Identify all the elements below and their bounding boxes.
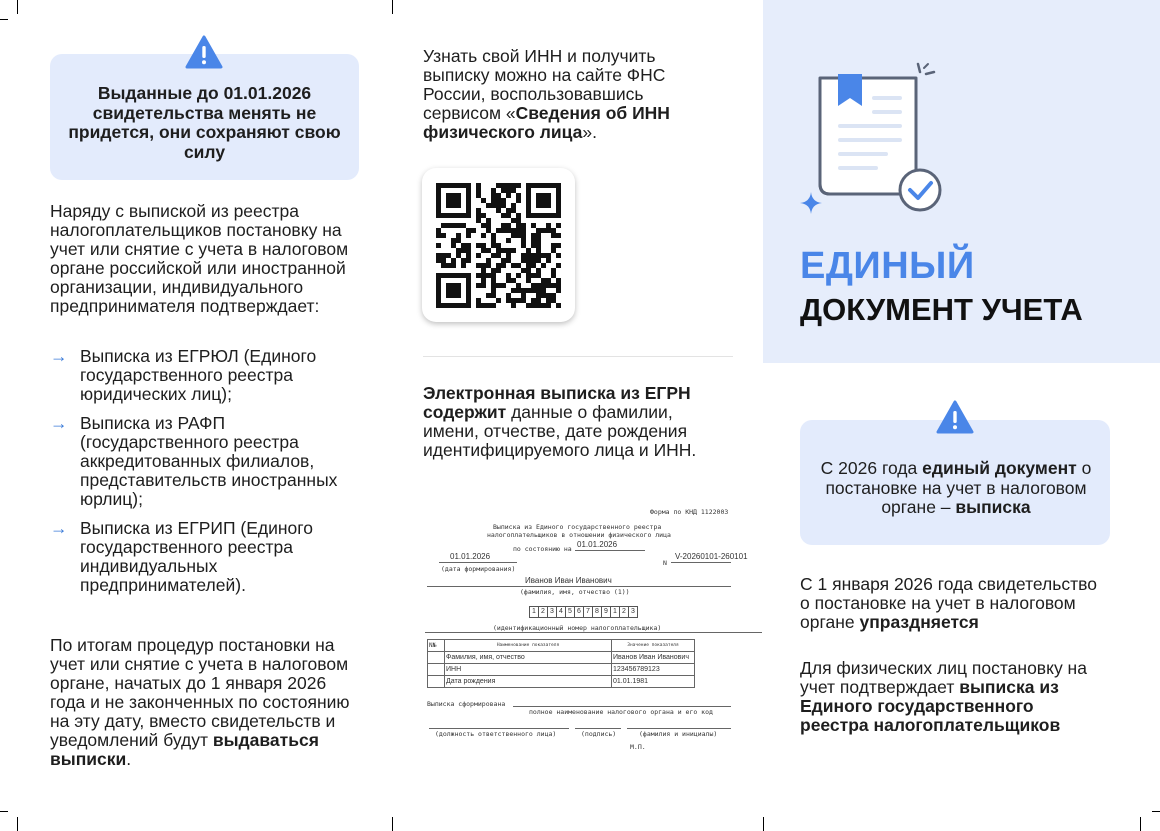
extract-table	[427, 639, 695, 688]
list-item-text: Выписка из ЕГРЮЛ (Единого государственного реестра юридических лиц);	[80, 346, 317, 404]
formed-date: 01.01.2026	[450, 552, 491, 561]
table-cell: Иванов Иван Иванович	[612, 652, 695, 664]
result-bold: выдаваться выписки	[50, 730, 319, 769]
table-header: N№	[428, 640, 445, 652]
crop-mark	[0, 19, 8, 20]
inn-digit-box: 9	[601, 606, 611, 618]
stamp-label: М.П.	[630, 743, 646, 751]
title-line-1: ЕДИНЫЙ	[800, 245, 975, 287]
inn-digit-box: 5	[565, 606, 575, 618]
extract-sample	[425, 503, 762, 753]
formed-caption: (дата формирования)	[441, 565, 516, 573]
warning-icon	[936, 400, 974, 434]
inn-service-link[interactable]: Сведения об ИНН физического лица	[423, 103, 670, 142]
inn-paragraph	[423, 47, 723, 142]
inn-digit-box: 1	[529, 606, 539, 618]
result-end: .	[126, 749, 132, 769]
table-header: Наименование показателя	[445, 640, 612, 652]
sparkle-icon	[800, 192, 822, 214]
table-cell: ИНН	[445, 664, 612, 676]
abolition-paragraph: С 1 января 2026 года свидетельство о постановке на учет в налоговом органе упраздняется	[800, 574, 1097, 632]
inn-text: Узнать свой ИНН и получить выписку можно на сайте ФНС России, воспользовавшись сервисом «	[423, 46, 666, 123]
number-label: N	[663, 559, 667, 567]
inn-boxes	[529, 606, 637, 618]
callout-text: Выданные до 01.01.2026 свидетельства менять не придется, они сохраняют свою силу	[68, 83, 341, 162]
inn-digit-box: 7	[583, 606, 593, 618]
egrn-bold: Электронная выписка из ЕГРН содержит	[423, 383, 691, 422]
inn-digit-box: 2	[619, 606, 629, 618]
warning-icon	[185, 35, 223, 69]
egrn-paragraph	[423, 384, 728, 460]
formed-by-label: Выписка сформирована	[427, 700, 506, 708]
table-cell: Фамилия, имя, отчество	[445, 652, 612, 664]
crop-mark	[763, 817, 764, 831]
table-header: Значение показателя	[612, 640, 695, 652]
form-code: Форма по КНД 1122003	[650, 508, 729, 516]
org-caption: полное наименование налогового органа и его код	[529, 708, 713, 716]
list-item	[50, 519, 350, 595]
result-paragraph	[50, 636, 352, 769]
extract-number: V-20260101-260101	[675, 552, 748, 561]
as-of-date: 01.01.2026	[577, 540, 618, 549]
sign-caption: (фамилия и инициалы)	[639, 730, 718, 738]
list-item	[50, 414, 350, 509]
inn-digit-box: 8	[592, 606, 602, 618]
result-text: По итогам процедур постановки на учет или снятие с учета в налоговом органе, начатых до 1 января 2026 года и не законченных по состоянию на эту дату, вместо свидетельств и уведомлений будут	[50, 635, 350, 750]
as-of-label: по состоянию на	[513, 545, 572, 553]
qr-code-image	[436, 183, 561, 308]
crop-mark	[1140, 817, 1141, 831]
arrow-right-icon: →	[50, 518, 68, 538]
fio-caption: (фамилия, имя, отчество (1))	[520, 588, 630, 596]
crop-mark	[1152, 811, 1160, 812]
list-item-text: Выписка из ЕГРИП (Единого государственного реестра индивидуальных предпринимателей).	[80, 518, 314, 595]
inn-digit-box: 3	[547, 606, 557, 618]
sign-caption: (подпись)	[581, 730, 617, 738]
individuals-paragraph: Для физических лиц постановку на учет подтверждает выписка из Единого государственного реестра налогоплательщиков	[800, 658, 1087, 735]
table-cell: Дата рождения	[445, 676, 612, 688]
inn-end: ».	[582, 122, 597, 142]
table-cell: 01.01.1981	[612, 676, 695, 688]
form-heading-2: налогоплательщиков в отношении физического лица	[487, 531, 671, 539]
crop-mark	[0, 811, 8, 812]
inn-digit-box: 2	[538, 606, 548, 618]
list-item	[50, 347, 350, 404]
form-heading-1: Выписка из Единого государственного реестра	[493, 523, 662, 531]
crop-mark	[17, 817, 18, 831]
document-list	[50, 347, 350, 605]
fio: Иванов Иван Иванович	[525, 576, 612, 585]
list-item-text: Выписка из РАФП (государственного реестра аккредитованных филиалов, представительств иностранных юрлиц);	[80, 413, 338, 509]
divider	[423, 356, 733, 357]
inn-digit-box: 1	[610, 606, 620, 618]
inn-digit-box: 6	[574, 606, 584, 618]
arrow-right-icon: →	[50, 413, 68, 433]
sign-caption: (должность ответственного лица)	[435, 730, 557, 738]
qr-code[interactable]	[422, 168, 575, 322]
arrow-right-icon: →	[50, 346, 68, 366]
table-cell: 123456789123	[612, 664, 695, 676]
inn-caption: (идентификационный номер налогоплательщика)	[493, 624, 662, 632]
intro-paragraph: Наряду с выпиской из реестра налогоплательщиков постановку на учет или снятие с учета в налоговом органе российской или иностранной организации, индивидуального предпринимателя подтверждает:	[50, 201, 349, 316]
inn-digit-box: 3	[628, 606, 638, 618]
callout-text: С 2026 года единый документ о постановке на учет в налоговом органе – выписка	[820, 458, 1092, 517]
title-line-2: ДОКУМЕНТ УЧЕТА	[800, 292, 1083, 327]
crop-mark	[17, 0, 18, 14]
crop-mark	[392, 817, 393, 831]
egrn-text: данные о фамилии, имени, отчестве, дате рождения идентифицируемого лица и ИНН.	[423, 402, 697, 460]
inn-digit-box: 4	[556, 606, 566, 618]
crop-mark	[392, 0, 393, 14]
